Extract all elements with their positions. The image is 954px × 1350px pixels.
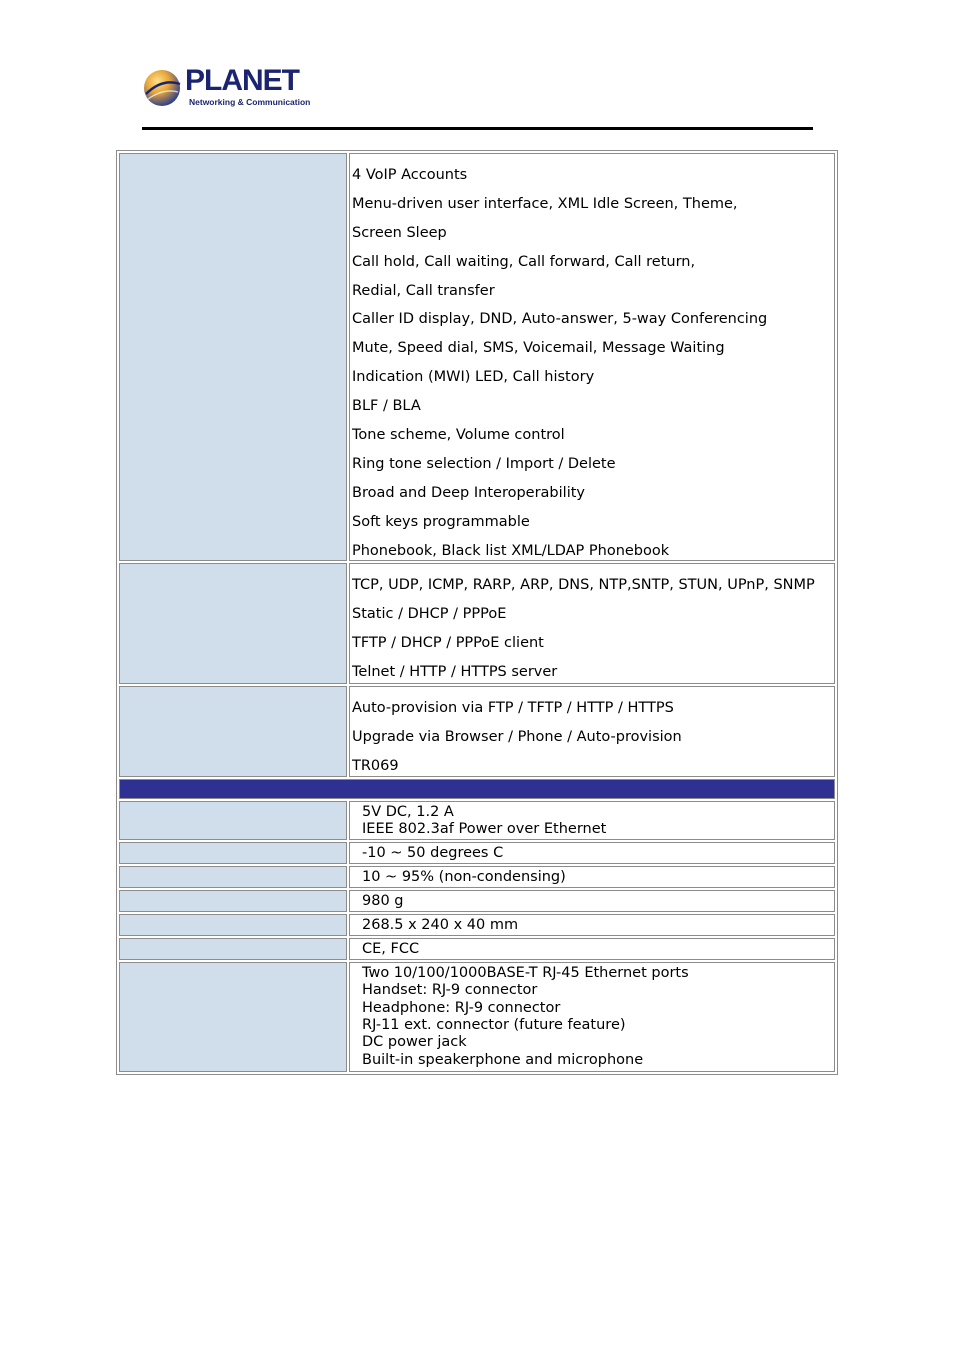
value-line: Handset: RJ-9 connector bbox=[362, 982, 538, 999]
list-item: Tone scheme, Volume control bbox=[352, 427, 565, 444]
section-bar bbox=[119, 779, 835, 799]
table-row bbox=[119, 563, 835, 684]
value-line: RJ-11 ext. connector (future feature) bbox=[362, 1016, 626, 1033]
list-item: Soft keys programmable bbox=[352, 513, 530, 530]
planet-logo bbox=[142, 64, 311, 110]
value-line: DC power jack bbox=[362, 1034, 467, 1051]
list-item: Broad and Deep Interoperability bbox=[352, 484, 585, 501]
list-item: Redial, Call transfer bbox=[352, 282, 495, 299]
value-line: 268.5 x 240 x 40 mm bbox=[362, 916, 519, 933]
value-cell bbox=[349, 914, 835, 936]
list-item: TFTP / DHCP / PPPoE client bbox=[352, 634, 544, 651]
list-item: Ring tone selection / Import / Delete bbox=[352, 455, 616, 472]
label-cell bbox=[119, 890, 347, 912]
table-row bbox=[119, 801, 835, 840]
table-row bbox=[119, 153, 835, 561]
label-cell bbox=[119, 866, 347, 888]
list-item: Menu-driven user interface, XML Idle Screen, Theme, bbox=[352, 195, 738, 212]
list-item: Phonebook, Black list XML/LDAP Phonebook bbox=[352, 542, 670, 559]
value-line: -10 ~ 50 degrees C bbox=[362, 844, 504, 861]
value-cell bbox=[349, 563, 835, 684]
value-lines bbox=[350, 963, 834, 1071]
value-line: 10 ~ 95% (non-condensing) bbox=[362, 868, 566, 885]
label-cell bbox=[119, 686, 347, 777]
label-cell bbox=[119, 914, 347, 936]
value-cell bbox=[349, 842, 835, 864]
specification-table bbox=[116, 150, 838, 1075]
list-item: Upgrade via Browser / Phone / Auto-provision bbox=[352, 728, 682, 745]
list-item: Telnet / HTTP / HTTPS server bbox=[352, 663, 558, 680]
feature-list bbox=[350, 687, 834, 776]
table-row bbox=[119, 962, 835, 1072]
table-row bbox=[119, 686, 835, 777]
value-cell bbox=[349, 866, 835, 888]
table-row bbox=[119, 866, 835, 888]
feature-list bbox=[350, 154, 834, 560]
value-line: Built-in speakerphone and microphone bbox=[362, 1051, 644, 1068]
feature-list bbox=[350, 564, 834, 683]
label-cell bbox=[119, 938, 347, 960]
value-line: Two 10/100/1000BASE-T RJ-45 Ethernet ports bbox=[362, 964, 689, 981]
label-cell bbox=[119, 563, 347, 684]
list-item: Caller ID display, DND, Auto-answer, 5-way Conferencing bbox=[352, 311, 768, 328]
value-cell bbox=[349, 686, 835, 777]
list-item: Auto-provision via FTP / TFTP / HTTP / HTTPS bbox=[352, 700, 674, 716]
section-header-row bbox=[119, 779, 835, 799]
table-row bbox=[119, 890, 835, 912]
value-line: IEEE 802.3af Power over Ethernet bbox=[362, 821, 607, 838]
brand-wordmark: PLANET bbox=[185, 64, 299, 97]
list-item: Static / DHCP / PPPoE bbox=[352, 605, 507, 622]
list-item: TR069 bbox=[352, 757, 399, 774]
label-cell bbox=[119, 153, 347, 561]
value-cell bbox=[349, 890, 835, 912]
list-item: Indication (MWI) LED, Call history bbox=[352, 369, 595, 386]
list-item: TCP, UDP, ICMP, RARP, ARP, DNS, NTP,SNTP, STUN, UPnP, SNMP bbox=[352, 577, 815, 593]
table-row bbox=[119, 842, 835, 864]
list-item: 4 VoIP Accounts bbox=[352, 167, 468, 183]
label-cell bbox=[119, 801, 347, 840]
value-line: 980 g bbox=[362, 892, 404, 909]
header-rule bbox=[142, 127, 813, 130]
list-item: Call hold, Call waiting, Call forward, Call return, bbox=[352, 253, 696, 270]
value-cell bbox=[349, 938, 835, 960]
list-item: Mute, Speed dial, SMS, Voicemail, Message Waiting bbox=[352, 340, 725, 357]
value-line: 5V DC, 1.2 A bbox=[362, 804, 454, 820]
value-line: Headphone: RJ-9 connector bbox=[362, 999, 561, 1016]
label-cell bbox=[119, 962, 347, 1072]
value-lines bbox=[350, 802, 834, 839]
value-line: CE, FCC bbox=[362, 940, 420, 957]
list-item: BLF / BLA bbox=[352, 398, 421, 415]
value-cell bbox=[349, 962, 835, 1072]
brand-tagline: Networking & Communication bbox=[189, 97, 311, 107]
list-item: Screen Sleep bbox=[352, 224, 447, 241]
value-cell bbox=[349, 153, 835, 561]
label-cell bbox=[119, 842, 347, 864]
table-row bbox=[119, 938, 835, 960]
value-cell bbox=[349, 801, 835, 840]
table-row bbox=[119, 914, 835, 936]
